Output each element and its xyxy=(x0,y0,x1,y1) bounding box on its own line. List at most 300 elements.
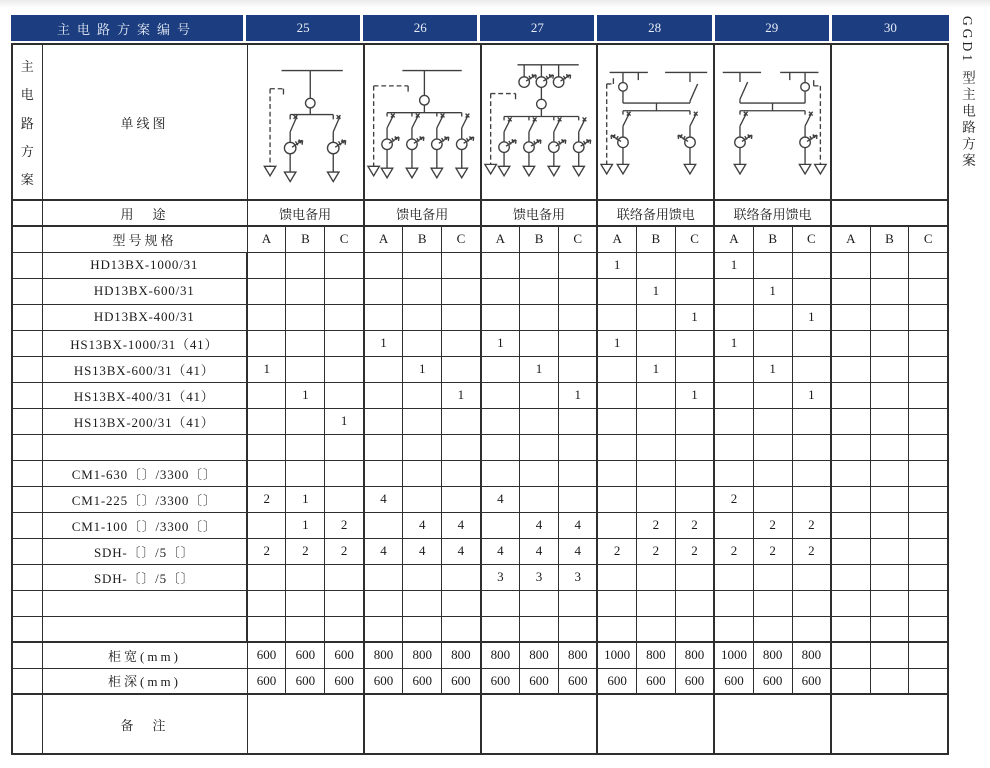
value-cell: B xyxy=(520,226,559,252)
vertical-label-char: 电 xyxy=(20,87,34,103)
value-cell xyxy=(481,408,520,434)
value-cell xyxy=(675,460,714,486)
value-cell: 3 xyxy=(559,564,598,590)
value-cell xyxy=(831,278,870,304)
value-cell xyxy=(403,616,442,642)
value-cell xyxy=(792,434,831,460)
value-cell: 1 xyxy=(286,512,325,538)
table-row xyxy=(12,278,948,304)
table-row xyxy=(12,304,948,330)
page-top-strip xyxy=(0,0,990,7)
value-cell: 600 xyxy=(559,668,598,694)
value-cell xyxy=(520,382,559,408)
left-vertical-label xyxy=(12,44,42,200)
row-prefix-cell xyxy=(12,252,42,278)
value-cell: A xyxy=(364,226,403,252)
header-row xyxy=(11,15,949,41)
value-cell xyxy=(831,356,870,382)
value-cell xyxy=(481,356,520,382)
value-cell: 1 xyxy=(675,382,714,408)
table-row xyxy=(12,460,948,486)
value-cell xyxy=(403,304,442,330)
value-cell xyxy=(714,382,753,408)
value-cell xyxy=(247,278,286,304)
value-cell xyxy=(675,564,714,590)
value-cell xyxy=(442,434,481,460)
value-cell: 1000 xyxy=(714,642,753,668)
value-cell xyxy=(792,564,831,590)
value-cell xyxy=(831,512,870,538)
value-cell xyxy=(403,460,442,486)
value-cell: 1 xyxy=(597,252,636,278)
value-cell xyxy=(753,330,792,356)
value-cell xyxy=(520,408,559,434)
value-cell xyxy=(325,278,364,304)
value-cell: 800 xyxy=(520,642,559,668)
row-prefix-cell xyxy=(12,512,42,538)
value-cell xyxy=(831,668,870,694)
value-cell xyxy=(325,616,364,642)
model-label: CM1-630〔〕/3300〔〕 xyxy=(42,460,247,486)
value-cell xyxy=(247,616,286,642)
table-row xyxy=(12,356,948,382)
value-cell: 600 xyxy=(442,668,481,694)
usage-cell-29: 联络备用馈电 xyxy=(714,200,831,226)
value-cell xyxy=(675,408,714,434)
row-prefix-cell xyxy=(12,278,42,304)
value-cell xyxy=(792,278,831,304)
value-cell: C xyxy=(442,226,481,252)
side-title: GGD1 型主电路方案 xyxy=(960,16,975,170)
value-cell xyxy=(247,408,286,434)
value-cell xyxy=(792,330,831,356)
row-prefix-cell xyxy=(12,486,42,512)
remark-cell-25 xyxy=(247,694,364,754)
value-cell: 4 xyxy=(481,486,520,512)
value-cell: 1 xyxy=(597,330,636,356)
value-cell xyxy=(481,460,520,486)
value-cell xyxy=(559,408,598,434)
value-cell xyxy=(481,590,520,616)
value-cell xyxy=(831,538,870,564)
value-cell xyxy=(831,616,870,642)
value-cell: 2 xyxy=(792,538,831,564)
value-cell: 2 xyxy=(753,538,792,564)
value-cell xyxy=(286,434,325,460)
single-line-diagram-26 xyxy=(366,45,478,195)
value-cell xyxy=(792,408,831,434)
value-cell xyxy=(481,278,520,304)
row-prefix-cell xyxy=(12,408,42,434)
value-cell xyxy=(870,590,909,616)
value-cell: 1000 xyxy=(597,642,636,668)
remark-cell-28 xyxy=(597,694,714,754)
value-cell xyxy=(870,642,909,668)
value-cell: 4 xyxy=(442,538,481,564)
single-line-diagram-25 xyxy=(249,45,361,195)
model-label xyxy=(42,434,247,460)
value-cell xyxy=(325,434,364,460)
value-cell xyxy=(870,564,909,590)
value-cell xyxy=(364,382,403,408)
value-cell: 1 xyxy=(247,356,286,382)
row-prefix-cell xyxy=(12,382,42,408)
vertical-label-char: 路 xyxy=(20,115,34,131)
row-prefix-cell xyxy=(12,460,42,486)
value-cell xyxy=(870,356,909,382)
value-cell: 600 xyxy=(792,668,831,694)
remark-row xyxy=(12,694,948,754)
value-cell xyxy=(286,278,325,304)
value-cell xyxy=(559,304,598,330)
value-cell: B xyxy=(636,226,675,252)
value-cell xyxy=(909,642,948,668)
value-cell xyxy=(364,512,403,538)
value-cell xyxy=(870,330,909,356)
value-cell xyxy=(870,538,909,564)
value-cell xyxy=(597,460,636,486)
value-cell xyxy=(325,382,364,408)
table-row xyxy=(12,590,948,616)
value-cell xyxy=(909,356,948,382)
value-cell: 600 xyxy=(520,668,559,694)
model-label: HS13BX-400/31（41） xyxy=(42,382,247,408)
value-cell xyxy=(792,590,831,616)
value-cell xyxy=(753,304,792,330)
value-cell xyxy=(831,434,870,460)
value-cell xyxy=(403,252,442,278)
model-label: HD13BX-600/31 xyxy=(42,278,247,304)
value-cell: 2 xyxy=(325,538,364,564)
usage-cell-27: 馈电备用 xyxy=(481,200,598,226)
table-row xyxy=(12,538,948,564)
value-cell xyxy=(364,252,403,278)
table-row xyxy=(12,330,948,356)
value-cell xyxy=(870,278,909,304)
value-cell: 2 xyxy=(792,512,831,538)
value-cell xyxy=(714,408,753,434)
model-label: HS13BX-1000/31（41） xyxy=(42,330,247,356)
value-cell xyxy=(442,252,481,278)
value-cell xyxy=(870,460,909,486)
value-cell xyxy=(675,590,714,616)
value-cell xyxy=(559,460,598,486)
value-cell xyxy=(597,304,636,330)
value-cell xyxy=(247,330,286,356)
diagram-row-label: 单线图 xyxy=(42,44,247,200)
value-cell xyxy=(442,304,481,330)
table-row xyxy=(12,564,948,590)
value-cell xyxy=(442,590,481,616)
value-cell: 4 xyxy=(403,512,442,538)
value-cell xyxy=(481,434,520,460)
value-cell xyxy=(831,460,870,486)
value-cell: 4 xyxy=(559,538,598,564)
value-cell xyxy=(520,304,559,330)
value-cell xyxy=(714,512,753,538)
value-cell xyxy=(636,616,675,642)
value-cell xyxy=(442,278,481,304)
value-cell xyxy=(909,512,948,538)
value-cell xyxy=(286,356,325,382)
value-cell: 2 xyxy=(636,538,675,564)
value-cell xyxy=(831,590,870,616)
value-cell: 2 xyxy=(247,486,286,512)
value-cell: 1 xyxy=(675,304,714,330)
value-cell xyxy=(714,434,753,460)
value-cell xyxy=(714,278,753,304)
value-cell xyxy=(753,434,792,460)
scheme-number-29: 29 xyxy=(715,15,832,41)
value-cell: 1 xyxy=(481,330,520,356)
value-cell xyxy=(909,330,948,356)
value-cell: 4 xyxy=(364,538,403,564)
model-label: CM1-100〔〕/3300〔〕 xyxy=(42,512,247,538)
diagram-cell-25 xyxy=(247,44,364,200)
value-cell xyxy=(636,382,675,408)
value-cell xyxy=(364,616,403,642)
model-label: HD13BX-1000/31 xyxy=(42,252,247,278)
model-rows-section xyxy=(12,252,948,642)
value-cell xyxy=(325,486,364,512)
value-cell xyxy=(909,278,948,304)
value-cell xyxy=(325,460,364,486)
value-cell xyxy=(559,330,598,356)
value-cell xyxy=(325,330,364,356)
value-cell xyxy=(364,304,403,330)
row-prefix-cell xyxy=(12,564,42,590)
usage-cell-30 xyxy=(831,200,948,226)
value-cell xyxy=(364,460,403,486)
value-cell: 2 xyxy=(636,512,675,538)
value-cell xyxy=(636,330,675,356)
value-cell: 1 xyxy=(753,356,792,382)
model-label: SDH-〔〕/5〔〕 xyxy=(42,538,247,564)
value-cell: A xyxy=(597,226,636,252)
model-label: CM1-225〔〕/3300〔〕 xyxy=(42,486,247,512)
single-line-diagram-27 xyxy=(483,45,595,195)
value-cell xyxy=(636,486,675,512)
value-cell xyxy=(714,460,753,486)
value-cell xyxy=(403,590,442,616)
value-cell xyxy=(870,486,909,512)
value-cell: 2 xyxy=(675,538,714,564)
value-cell: 2 xyxy=(714,538,753,564)
value-cell xyxy=(870,304,909,330)
value-cell: 2 xyxy=(286,538,325,564)
value-cell xyxy=(792,252,831,278)
row-prefix-cell xyxy=(12,356,42,382)
value-cell xyxy=(753,590,792,616)
row-prefix-cell xyxy=(12,226,42,252)
usage-cell-28: 联络备用馈电 xyxy=(597,200,714,226)
value-cell: 2 xyxy=(675,512,714,538)
value-cell xyxy=(675,434,714,460)
diagram-cell-27 xyxy=(481,44,598,200)
value-cell: 800 xyxy=(481,642,520,668)
cabinet-width-row xyxy=(12,642,948,668)
value-cell xyxy=(597,408,636,434)
value-cell xyxy=(559,356,598,382)
value-cell xyxy=(909,668,948,694)
value-cell xyxy=(597,382,636,408)
value-cell xyxy=(481,304,520,330)
value-cell: 1 xyxy=(364,330,403,356)
value-cell xyxy=(831,408,870,434)
value-cell: C xyxy=(792,226,831,252)
value-cell xyxy=(909,408,948,434)
value-cell: 600 xyxy=(286,642,325,668)
value-cell xyxy=(675,278,714,304)
value-cell xyxy=(909,616,948,642)
value-cell xyxy=(247,382,286,408)
row-prefix-cell xyxy=(12,616,42,642)
value-cell: 600 xyxy=(364,668,403,694)
usage-label: 用 途 xyxy=(42,200,247,226)
value-cell xyxy=(714,304,753,330)
value-cell xyxy=(364,408,403,434)
value-cell xyxy=(636,434,675,460)
model-label: SDH-〔〕/5〔〕 xyxy=(42,564,247,590)
value-cell: 1 xyxy=(792,382,831,408)
value-cell: 4 xyxy=(364,486,403,512)
value-cell: B xyxy=(403,226,442,252)
value-cell xyxy=(870,434,909,460)
value-cell xyxy=(520,252,559,278)
value-cell xyxy=(792,356,831,382)
remark-cell-29 xyxy=(714,694,831,754)
value-cell: 4 xyxy=(403,538,442,564)
table-row xyxy=(12,512,948,538)
value-cell xyxy=(442,356,481,382)
remark-cell-30 xyxy=(831,694,948,754)
value-cell: 600 xyxy=(325,668,364,694)
value-cell: 600 xyxy=(325,642,364,668)
value-cell xyxy=(559,590,598,616)
value-cell xyxy=(325,590,364,616)
table-row xyxy=(12,382,948,408)
table-row xyxy=(12,616,948,642)
value-cell: A xyxy=(714,226,753,252)
value-cell xyxy=(831,330,870,356)
value-cell: B xyxy=(753,226,792,252)
value-cell xyxy=(520,616,559,642)
value-cell xyxy=(675,616,714,642)
value-cell xyxy=(286,616,325,642)
value-cell xyxy=(325,356,364,382)
vertical-label-char: 主 xyxy=(20,59,34,74)
value-cell xyxy=(597,278,636,304)
value-cell xyxy=(870,512,909,538)
value-cell xyxy=(909,486,948,512)
value-cell: 2 xyxy=(325,512,364,538)
value-cell xyxy=(559,616,598,642)
value-cell xyxy=(325,252,364,278)
spec-row xyxy=(12,226,948,252)
value-cell: 600 xyxy=(403,668,442,694)
row-prefix-cell xyxy=(12,434,42,460)
value-cell xyxy=(559,434,598,460)
value-cell: A xyxy=(481,226,520,252)
value-cell xyxy=(831,304,870,330)
diagram-cell-30 xyxy=(831,44,948,200)
value-cell: 2 xyxy=(597,538,636,564)
value-cell xyxy=(597,590,636,616)
value-cell xyxy=(909,382,948,408)
value-cell: C xyxy=(909,226,948,252)
value-cell xyxy=(909,590,948,616)
value-cell xyxy=(442,486,481,512)
value-cell xyxy=(909,538,948,564)
value-cell: 600 xyxy=(753,668,792,694)
row-prefix-cell xyxy=(12,642,42,668)
row-prefix-cell xyxy=(12,668,42,694)
single-line-diagram-29 xyxy=(717,45,829,195)
value-cell xyxy=(403,564,442,590)
value-cell xyxy=(520,590,559,616)
value-cell: 600 xyxy=(247,642,286,668)
value-cell xyxy=(364,434,403,460)
value-cell xyxy=(442,616,481,642)
value-cell xyxy=(364,590,403,616)
value-cell xyxy=(403,486,442,512)
value-cell xyxy=(636,564,675,590)
value-cell xyxy=(753,486,792,512)
value-cell: 800 xyxy=(364,642,403,668)
row-prefix-cell xyxy=(12,538,42,564)
value-cell: 1 xyxy=(753,278,792,304)
value-cell xyxy=(442,564,481,590)
value-cell xyxy=(909,460,948,486)
value-cell xyxy=(870,252,909,278)
value-cell xyxy=(403,434,442,460)
value-cell: 4 xyxy=(520,538,559,564)
value-cell: 1 xyxy=(442,382,481,408)
value-cell xyxy=(792,486,831,512)
value-cell: 1 xyxy=(286,382,325,408)
value-cell xyxy=(597,616,636,642)
value-cell xyxy=(481,616,520,642)
table-row xyxy=(12,486,948,512)
value-cell: 600 xyxy=(247,668,286,694)
value-cell xyxy=(559,278,598,304)
value-cell: 800 xyxy=(792,642,831,668)
value-cell: 3 xyxy=(520,564,559,590)
value-cell xyxy=(753,408,792,434)
value-cell xyxy=(636,460,675,486)
value-cell xyxy=(909,304,948,330)
value-cell xyxy=(636,408,675,434)
row-prefix-cell xyxy=(12,590,42,616)
value-cell xyxy=(753,382,792,408)
usage-cell-26: 馈电备用 xyxy=(364,200,481,226)
value-cell: 1 xyxy=(714,252,753,278)
vertical-label-char: 方 xyxy=(20,143,34,159)
value-cell xyxy=(481,252,520,278)
value-cell xyxy=(870,408,909,434)
value-cell: A xyxy=(247,226,286,252)
table-row xyxy=(12,252,948,278)
value-cell: A xyxy=(831,226,870,252)
value-cell xyxy=(403,408,442,434)
value-cell: C xyxy=(325,226,364,252)
model-label: HD13BX-400/31 xyxy=(42,304,247,330)
value-cell xyxy=(286,564,325,590)
value-cell xyxy=(870,668,909,694)
value-cell xyxy=(792,460,831,486)
value-cell xyxy=(247,564,286,590)
cabinet-depth-label: 柜深(mm) xyxy=(42,668,247,694)
